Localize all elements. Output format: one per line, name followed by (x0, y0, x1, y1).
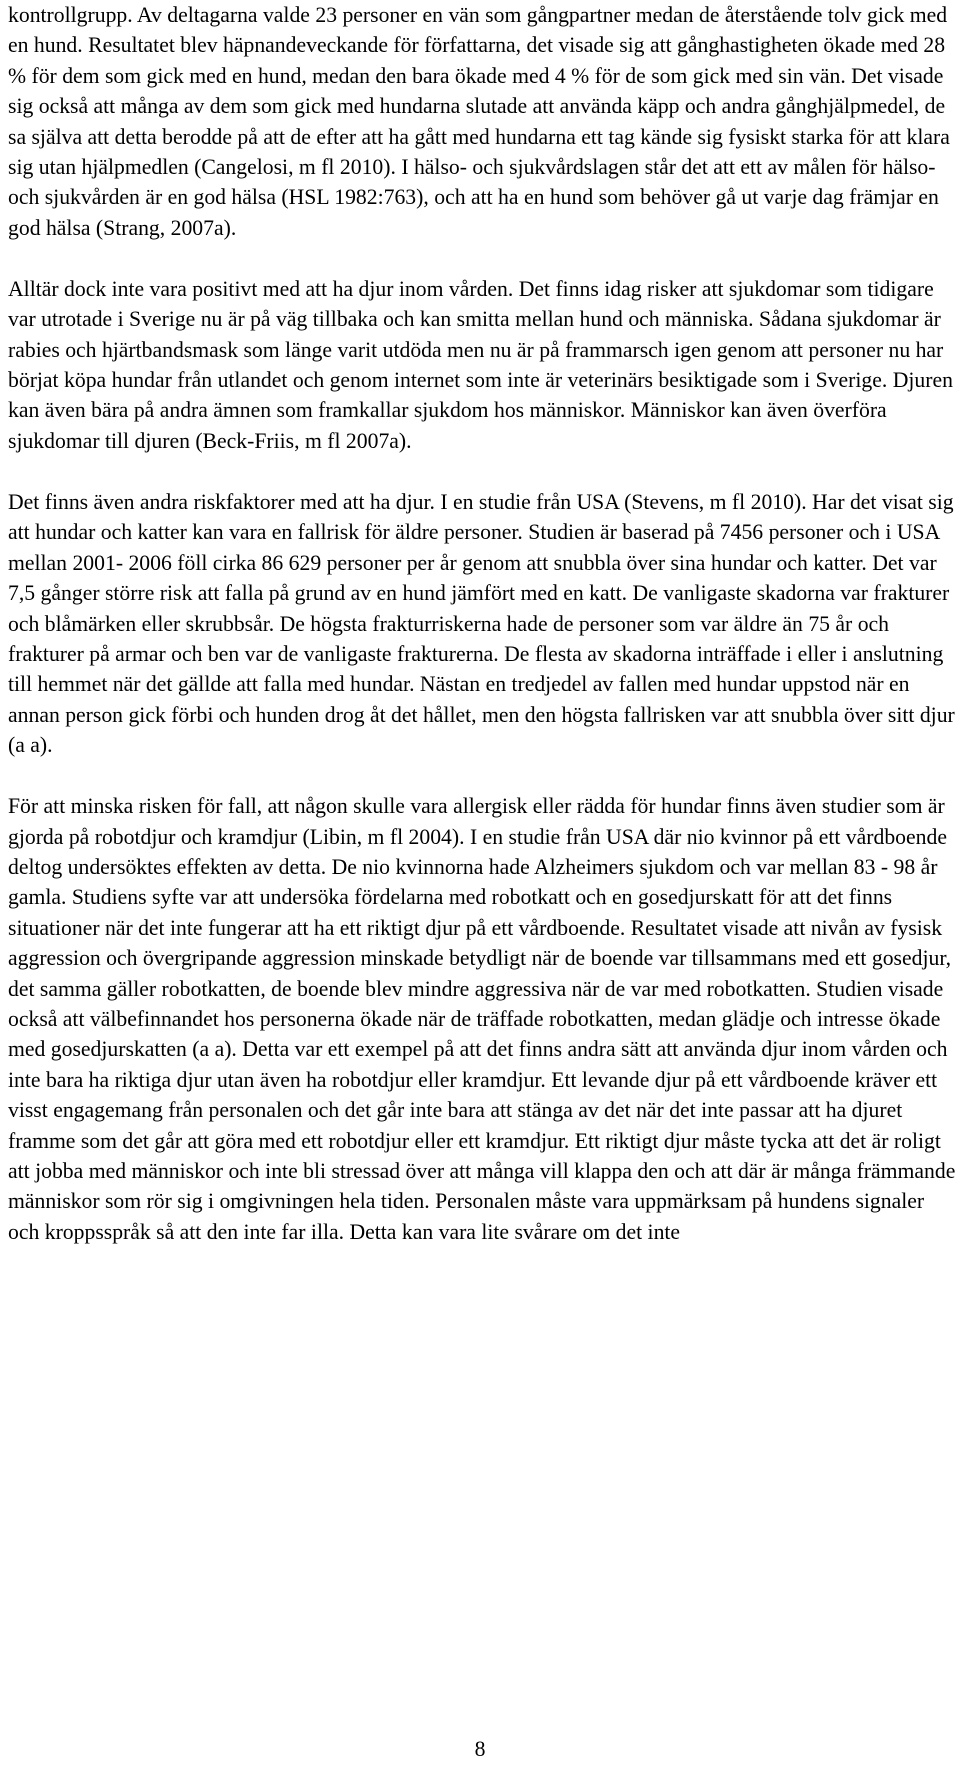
paragraph-walking-study: kontrollgrupp. Av deltagarna valde 23 personer en vän som gångpartner medan de återstående tolv gick med en hund. Resultatet blev häpnandeveckande för författarna, det visade sig att gånghastigheten ökade med 28 % för dem som gick med en hund, medan den bara ökade med 4 % för de som gick med sin vän. Det visade sig också att många av dem som gick med hundarna slutade att använda käpp och andra gånghjälpmedel, de sa själva att detta berodde på att de efter att ha gått med hundarna ett tag kände sig fysiskt starka för att klara sig utan hjälpmedlen (Cangelosi, m fl 2010). I hälso- och sjukvårdslagen står det att ett av målen för hälso- och sjukvården är en god hälsa (HSL 1982:763), och att ha en hund som behöver gå ut varje dag främjar en god hälsa (Strang, 2007a). (8, 3, 950, 240)
paragraph-fall-risks: Det finns även andra riskfaktorer med att ha djur. I en studie från USA (Stevens, m fl 2010). Har det visat sig att hundar och katter kan vara en fallrisk för äldre personer. Studien är baserad på 7456 personer och i USA mellan 2001- 2006 föll cirka 86 629 personer per år genom att snubbla över sina hundar och katter. Det var 7,5 gånger större risk att falla på grund av en hund jämfört med en katt. De vanligaste skadorna var frakturer och blåmärken eller skrubbsår. De högsta frakturriskerna hade de personer som var äldre än 75 år och frakturer på armar och ben var de vanligaste frakturerna. De flesta av skadorna inträffade i eller i anslutning till hemmet när det gällde att falla med hundar. Nästan en tredjedel av fallen med hundar uppstod när en annan person gick förbi och hunden drog åt det hållet, men den högsta fallrisken var att snubbla över sitt djur (a a). (8, 489, 955, 758)
paragraph-robot-animals: För att minska risken för fall, att någon skulle vara allergisk eller rädda för hundar finns även studier som är gjorda på robotdjur och kramdjur (Libin, m fl 2004). I en studie från USA där nio kvinnor på ett vårdboende deltog undersöktes effekten av detta. De nio kvinnorna hade Alzheimers sjukdom och var mellan 83 - 98 år gamla. Studiens syfte var att undersöka fördelarna med robotkatt och en gosedjurskatt för att det finns situationer när det inte fungerar att ha ett riktigt djur på ett vårdboende. Resultatet visade att nivån av fysisk aggression och övergripande aggression minskade betydligt när de boende var tillsammans med ett gosedjur, det samma gäller robotkatten, de boende blev mindre aggressiva när de var med robotkatten. Studien visade också att välbefinnandet hos personerna ökade när de träffade robotkatten, medan glädje och intresse ökade med gosedjurskatten (a a). Detta var ett exempel på att det finns andra sätt att använda djur inom vården och inte bara ha riktiga djur utan även ha robotdjur eller kramdjur. Ett levande djur på ett vårdboende kräver ett visst engagemang från personalen och det går inte bara att stänga av det när det inte passar att ha djuret framme som det går att göra med ett robotdjur eller ett kramdjur. Ett riktigt djur måste tycka att det är roligt att jobba med människor och inte bli stressad över att många vill klappa den och att där är många främmande människor som rör sig i omgivningen hela tiden. Personalen måste vara uppmärksam på hundens signaler och kroppsspråk så att den inte far illa. Detta kan vara lite svårare om det inte (8, 794, 956, 1244)
page-number: 8 (474, 1737, 486, 1761)
body-text (8, 0, 956, 1247)
paragraph-disease-risks: Alltär dock inte vara positivt med att ha djur inom vården. Det finns idag risker att sjukdomar som tidigare var utrotade i Sverige nu är på väg tillbaka och kan smitta mellan hund och människa. Sådana sjukdomar är rabies och hjärtbandsmask som länge varit utdöda men nu är på frammarsch igen genom att personer nu har börjat köpa hundar från utlandet och genom internet som inte är veterinärs besiktigade som i Sverige. Djuren kan även bära på andra ämnen som framkallar sjukdom hos människor. Människor kan även överföra sjukdomar till djuren (Beck-Friis, m fl 2007a). (8, 276, 953, 453)
